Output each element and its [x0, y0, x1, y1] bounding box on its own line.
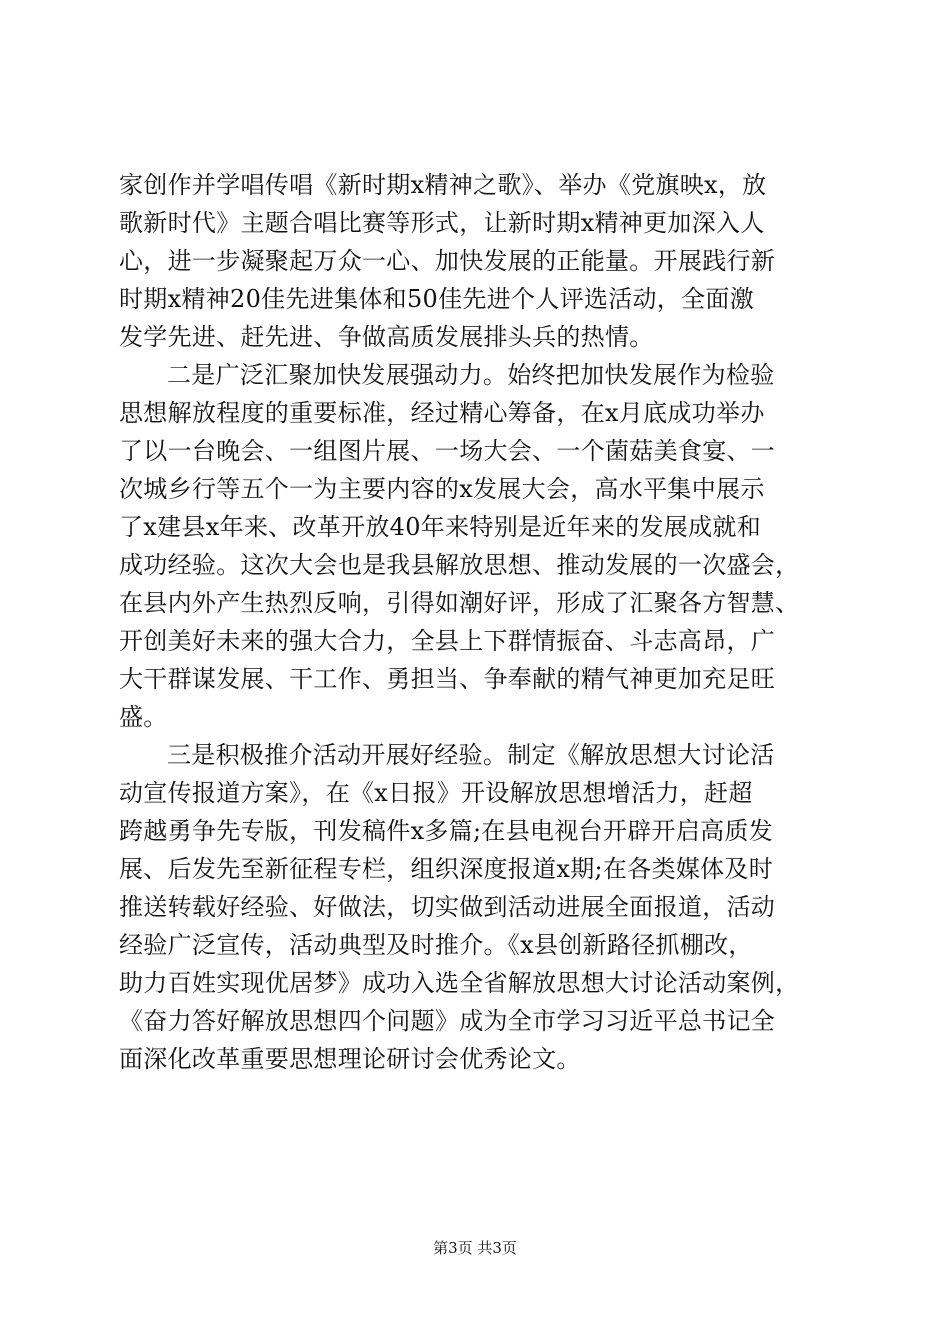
page-number-footer: 第3页 共3页	[433, 1239, 517, 1257]
text-line: 了x建县x年来、改革开放40年来特别是近年来的发展成就和	[119, 513, 762, 541]
body-text	[119, 166, 839, 1078]
text-line: 次城乡行等五个一为主要内容的x发展大会，高水平集中展示	[119, 475, 765, 503]
text-line: 盛。	[119, 703, 168, 731]
text-line: 时期x精神20佳先进集体和50佳先进个人评选活动，全面激	[119, 285, 755, 313]
text-line: 家创作并学唱传唱《新时期x精神之歌》、举办《党旗映x，放	[119, 171, 767, 199]
text-line: 助力百姓实现优居梦》成功入选全省解放思想大讨论活动案例，	[119, 969, 800, 997]
text-line: 展、后发先至新征程专栏，组织深度报道x期;在各类媒体及时	[119, 855, 774, 883]
text-line: 《奋力答好解放思想四个问题》成为全市学习习近平总书记全	[119, 1007, 776, 1035]
paragraph-first-line: 三是积极推介活动开展好经验。制定《解放思想大讨论活	[167, 741, 775, 769]
text-line: 跨越勇争先专版，刊发稿件x多篇;在县电视台开辟开启高质发	[119, 817, 774, 845]
text-line: 发学先进、赶先进、争做高质发展排头兵的热情。	[119, 323, 654, 351]
text-line: 推送转载好经验、好做法，切实做到活动进展全面报道，活动	[119, 893, 776, 921]
text-line: 经验广泛宣传，活动典型及时推介。《x县创新路径抓棚改，	[119, 931, 753, 959]
text-line: 开创美好未来的强大合力，全县上下群情振奋、斗志高昂，广	[119, 627, 776, 655]
text-line: 心，进一步凝聚起万众一心、加快发展的正能量。开展践行新	[119, 247, 776, 275]
paragraph-first-line: 二是广泛汇聚加快发展强动力。始终把加快发展作为检验	[167, 361, 775, 389]
text-line: 大干群谋发展、干工作、勇担当、争奉献的精气神更加充足旺	[119, 665, 776, 693]
text-line: 动宣传报道方案》，在《x日报》开设解放思想增活力，赶超	[119, 779, 753, 807]
text-line: 思想解放程度的重要标准，经过精心筹备，在x月底成功举办	[119, 399, 765, 427]
text-line: 了以一台晚会、一组图片展、一场大会、一个菌菇美食宴、一	[119, 437, 776, 465]
text-line: 成功经验。这次大会也是我县解放思想、推动发展的一次盛会，	[119, 551, 800, 579]
text-line: 歌新时代》主题合唱比赛等形式，让新时期x精神更加深入人	[119, 209, 765, 237]
text-line: 面深化改革重要思想理论研讨会优秀论文。	[119, 1045, 581, 1073]
text-line: 在县内外产生热烈反响，引得如潮好评，形成了汇聚各方智慧、	[119, 589, 800, 617]
